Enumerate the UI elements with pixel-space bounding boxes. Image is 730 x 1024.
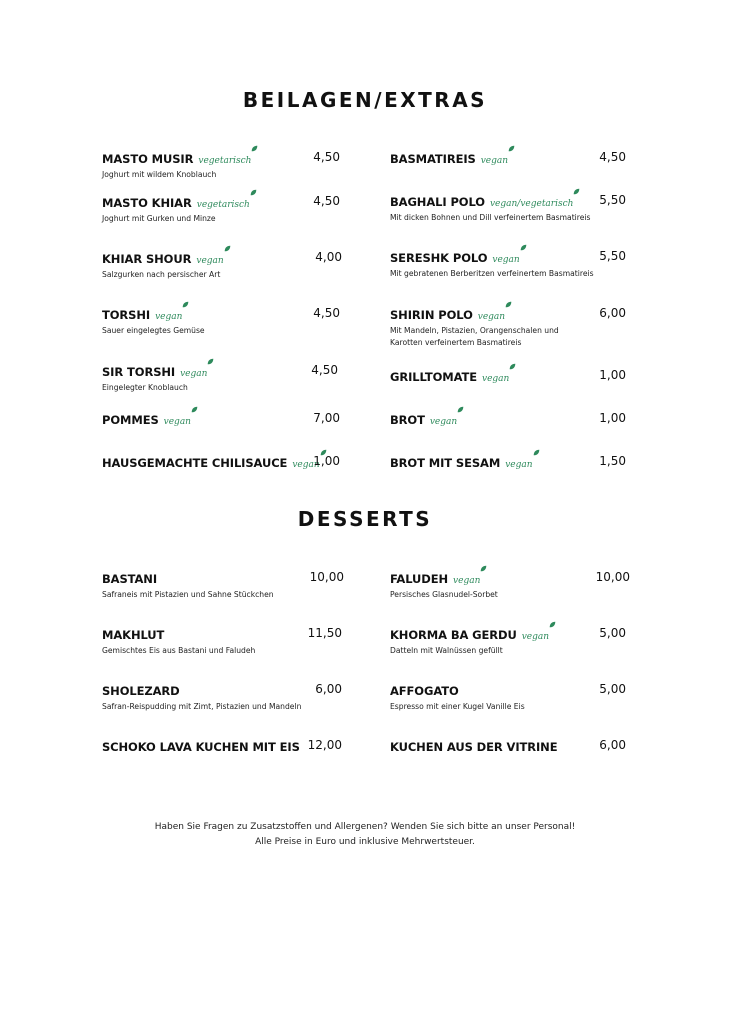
item-name: MASTO KHIAR (102, 195, 192, 210)
menu-item (102, 250, 342, 280)
item-description: Persisches Glasnudel-Sorbet (390, 590, 498, 599)
menu-item (102, 626, 342, 656)
allergen-note: Haben Sie Fragen zu Zusatzstoffen und Allergenen? Wenden Sie sich bitte an unser Personal! (154, 822, 576, 832)
menu-item (390, 738, 626, 756)
menu-item (102, 363, 338, 393)
item-name: MAKHLUT (102, 627, 165, 642)
item-name: POMMES (102, 412, 159, 427)
item-price: 4,50 (311, 363, 338, 377)
item-price: 6,00 (315, 682, 342, 696)
menu-item (390, 150, 626, 168)
item-description: Mit gebratenen Berberitzen verfeinertem Basmatireis (390, 269, 594, 278)
item-description: Joghurt mit Gurken und Minze (102, 214, 216, 223)
leaf-icon (457, 406, 464, 413)
item-price: 6,00 (599, 306, 626, 320)
item-name: SERESHK POLO (390, 250, 488, 265)
item-description: Datteln mit Walnüssen gefüllt (390, 646, 503, 655)
item-name: BROT MIT SESAM (390, 455, 501, 470)
item-name: KHORMA BA GERDU (390, 627, 517, 642)
item-description: Gemischtes Eis aus Bastani und Faludeh (102, 646, 256, 655)
leaf-icon (505, 301, 512, 308)
leaf-icon (549, 621, 556, 628)
leaf-icon (480, 565, 487, 572)
menu-item (102, 194, 340, 224)
diet-tag: vegetarisch (198, 155, 252, 166)
section-title-extras: BEILAGEN/EXTRAS (242, 88, 488, 112)
menu-item (390, 193, 626, 223)
item-name: MASTO MUSIR (102, 151, 194, 166)
item-name: KUCHEN AUS DER VITRINE (390, 739, 558, 754)
leaf-icon (533, 449, 540, 456)
item-name: SHIRIN POLO (390, 307, 473, 322)
menu-item (102, 454, 340, 472)
item-description: Espresso mit einer Kugel Vanille Eis (390, 702, 525, 711)
leaf-icon (508, 145, 515, 152)
leaf-icon (251, 145, 258, 152)
item-price: 10,00 (595, 570, 630, 584)
item-price: 4,00 (315, 250, 342, 264)
menu-item (102, 306, 340, 336)
menu-item (390, 626, 626, 656)
item-description: Eingelegter Knoblauch (102, 383, 188, 392)
item-name: FALUDEH (390, 571, 449, 586)
footer-note (0, 820, 730, 850)
menu-item (102, 150, 340, 180)
diet-tag: vegan/vegetarisch (489, 198, 574, 209)
item-price: 4,50 (313, 306, 340, 320)
item-description-line2: Karotten verfeinertem Basmatireis (390, 338, 522, 347)
item-name: SIR TORSHI (102, 364, 176, 379)
leaf-icon (191, 406, 198, 413)
item-price: 1,00 (313, 454, 340, 468)
item-name: HAUSGEMACHTE CHILISAUCE (102, 455, 288, 470)
item-price: 1,00 (599, 411, 626, 425)
item-name: BAGHALI POLO (390, 194, 485, 209)
diet-tag: vegan (492, 254, 520, 265)
menu-item (390, 368, 626, 386)
diet-tag: vegan (505, 459, 533, 470)
item-name: BASMATIREIS (390, 151, 476, 166)
item-name: BROT (390, 412, 425, 427)
item-price: 1,00 (599, 368, 626, 382)
diet-tag: vegan (482, 373, 510, 384)
menu-item (390, 306, 626, 348)
menu-item (102, 411, 340, 429)
diet-tag: vegan (521, 631, 550, 642)
item-name: SCHOKO LAVA KUCHEN MIT EIS (102, 739, 300, 754)
item-price: 12,00 (307, 738, 342, 752)
item-price: 4,50 (599, 150, 626, 164)
diet-tag: vegan (163, 416, 191, 427)
leaf-icon (250, 189, 257, 196)
menu-item (390, 682, 626, 712)
item-price: 5,00 (599, 626, 626, 640)
leaf-icon (207, 358, 214, 365)
menu-item (390, 570, 630, 600)
menu-item (390, 249, 626, 279)
diet-tag: vegan (155, 311, 183, 322)
item-price: 6,00 (599, 738, 626, 752)
item-name: BASTANI (102, 571, 158, 586)
item-price: 10,00 (309, 570, 344, 584)
item-description: Safran-Reispudding mit Zimt, Pistazien und Mandeln (102, 702, 302, 711)
item-name: AFFOGATO (390, 683, 459, 698)
section-title-desserts: DESSERTS (297, 507, 433, 531)
diet-tag: vegan (196, 255, 224, 266)
diet-tag: vegan (292, 459, 320, 470)
item-description: Mit dicken Bohnen und Dill verfeinertem Basmatireis (390, 213, 591, 222)
leaf-icon (520, 244, 527, 251)
diet-tag: vegetarisch (196, 199, 250, 210)
item-price: 5,50 (599, 193, 626, 207)
item-price: 4,50 (313, 150, 340, 164)
item-name: TORSHI (102, 307, 151, 322)
leaf-icon (509, 363, 516, 370)
item-price: 5,50 (599, 249, 626, 263)
item-price: 7,00 (313, 411, 340, 425)
item-name: KHIAR SHOUR (102, 251, 192, 266)
leaf-icon (182, 301, 189, 308)
diet-tag: vegan (453, 575, 481, 586)
item-price: 4,50 (313, 194, 340, 208)
item-name: SHOLEZARD (102, 683, 180, 698)
diet-tag: vegan (480, 155, 509, 166)
menu-item (102, 682, 342, 712)
diet-tag: vegan (180, 368, 208, 379)
item-price: 5,00 (599, 682, 626, 696)
price-note: Alle Preise in Euro und inklusive Mehrwertsteuer. (255, 837, 475, 847)
menu-item (390, 411, 626, 429)
item-description: Sauer eingelegtes Gemüse (102, 326, 205, 335)
diet-tag: vegan (429, 416, 458, 427)
item-description: Joghurt mit wildem Knoblauch (102, 170, 217, 179)
item-price: 1,50 (599, 454, 626, 468)
item-description: Safraneis mit Pistazien und Sahne Stückchen (102, 590, 274, 599)
leaf-icon (224, 245, 231, 252)
diet-tag: vegan (477, 311, 506, 322)
item-description: Mit Mandeln, Pistazien, Orangenschalen und (390, 326, 559, 335)
menu-item (390, 454, 626, 472)
item-price: 11,50 (307, 626, 342, 640)
item-description: Salzgurken nach persischer Art (102, 270, 221, 279)
menu-item (102, 738, 342, 756)
item-name: GRILLTOMATE (390, 369, 477, 384)
menu-item (102, 570, 344, 600)
